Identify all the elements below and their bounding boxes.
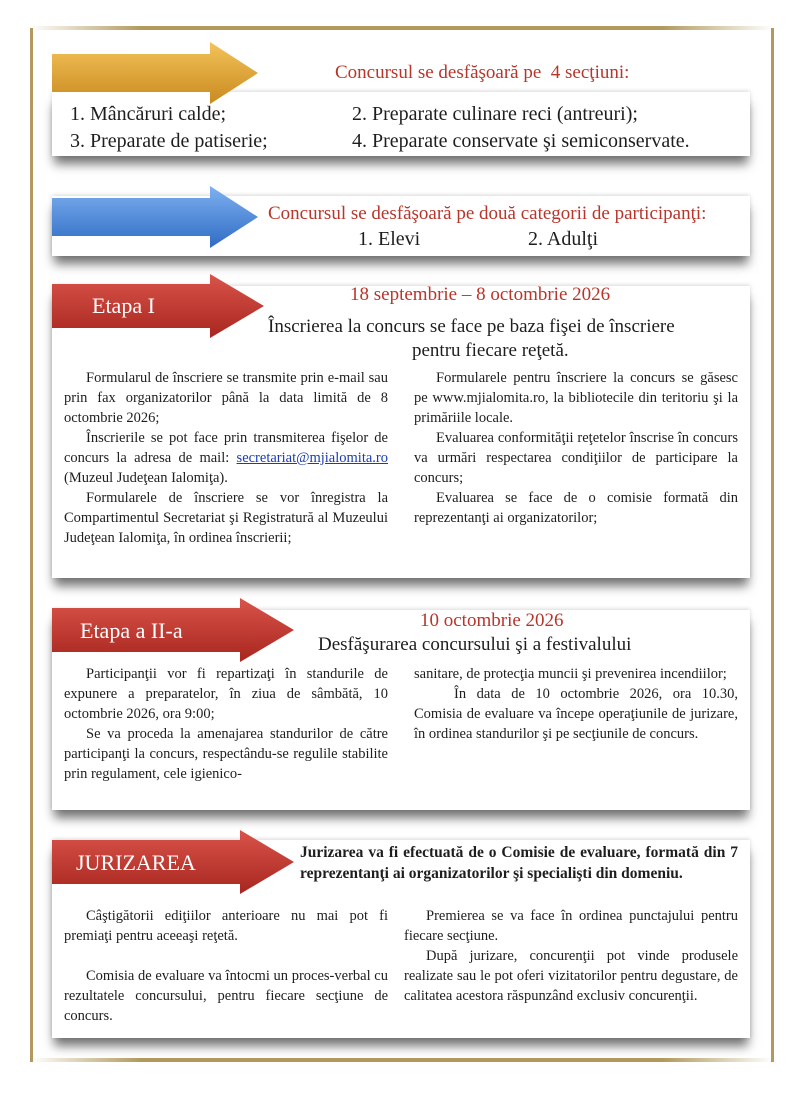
frame-bottom-rule: [30, 1058, 774, 1062]
etapa1-left-paragraph-3: Formularele de înscriere se vor înregistra la Compartimentul Secretariat şi Registratură al Muzeului Judeţean Ialomiţa, în ordinea înscrierii;: [64, 490, 388, 546]
sections-heading: Concursul se desfăşoară pe 4 secţiuni:: [335, 62, 630, 83]
categories-heading: Concursul se desfăşoară pe două categorii de participanţi:: [268, 203, 707, 224]
etapa2-left-paragraph-1: Participanţii vor fi repartizaţi în standurile de expunere a preparatelor, în ziua de sâmbătă, 10 octombrie 2026, ora 9:00;: [64, 666, 388, 722]
gold-arrow-icon: [52, 42, 258, 104]
etapa1-left-paragraph-2: [64, 428, 388, 488]
etapa2-left-paragraph-2: Se va proceda la amenajarea standurilor de către participanţi la concurs, respectându-se regulile stabilite prin regulament, cele igienico-: [64, 726, 388, 782]
jurizare-right-paragraph-1: Premierea se va face în ordinea punctajului pentru fiecare secţiune.: [404, 908, 738, 944]
etapa1-subtitle-line2: pentru fiecare reţetă.: [412, 340, 569, 361]
email-link[interactable]: secretariat@mjialomita.ro: [236, 450, 388, 466]
section-item-4: 4. Preparate conservate şi semiconservate.: [352, 130, 690, 152]
section-item-3: 3. Preparate de patiserie;: [70, 130, 268, 152]
jurizare-heading: Jurizarea va fi efectuată de o Comisie de evaluare, formată din 7 reprezentanţi ai organizatorilor şi specialişti din domeniu.: [300, 844, 738, 882]
etapa2-subtitle: Desfăşurarea concursului şi a festivalului: [318, 634, 632, 655]
etapa1-subtitle-line1: Înscrierea la concurs se face pe baza fişei de înscriere: [268, 316, 675, 337]
etapa1-date: 18 septembrie – 8 octombrie 2026: [350, 284, 611, 305]
etapa2-right-column: [414, 664, 738, 744]
category-item-2: 2. Adulţi: [528, 228, 599, 250]
etapa1-left-paragraph-2-tail: (Muzeul Judeţean Ialomiţa).: [64, 470, 228, 486]
etapa1-right-column: [414, 368, 738, 528]
frame-top-rule: [30, 26, 774, 30]
etapa1-left-paragraph-2-text: Înscrierile se pot face prin transmiterea fişelor de concurs la adresa de mail:: [64, 430, 388, 466]
jurizare-label: JURIZAREA: [76, 850, 196, 875]
jurizare-left-paragraph-1: Câştigătorii ediţiilor anterioare nu mai pot fi premiaţi pentru aceeaşi reţetă.: [64, 908, 388, 944]
etapa1-left-column: [64, 368, 388, 548]
etapa1-label: Etapa I: [92, 293, 155, 318]
etapa2-right-paragraph-1: sanitare, de protecţia muncii şi prevenirea incendiilor;: [414, 666, 727, 682]
blue-arrow-icon: [52, 186, 258, 248]
etapa1-right-paragraph-2: Evaluarea conformităţii reţetelor înscrise în concurs va urmări respectarea condiţiilor de participare la concurs;: [414, 430, 738, 486]
etapa2-right-paragraph-2: În data de 10 octombrie 2026, ora 10.30, Comisia de evaluare va începe operaţiunile de jurizare, în ordinea standurilor şi pe secţiunile de concurs.: [414, 686, 738, 742]
etapa1-right-paragraph-3: Evaluarea se face de o comisie formată din reprezentanţi ai organizatorilor;: [414, 490, 738, 526]
jurizare-left-column: [64, 906, 388, 1026]
etapa2-date: 10 octombrie 2026: [420, 610, 564, 631]
category-item-1: 1. Elevi: [358, 228, 421, 250]
jurizare-right-paragraph-2: După jurizare, concurenţii pot vinde produsele realizate sau le pot oferi vizitatorilor pentru degustare, de calitatea acestora răspunzând exclusiv concurenţii.: [404, 948, 738, 1004]
etapa2-label: Etapa a II-a: [80, 618, 183, 643]
jurizare-left-paragraph-2: Comisia de evaluare va întocmi un proces-verbal cu rezultatele concursului, pentru fiecare secţiune de concurs.: [64, 968, 388, 1024]
section-item-1: 1. Mâncăruri calde;: [70, 103, 227, 125]
jurizare-right-column: [404, 906, 738, 1006]
etapa2-left-column: [64, 664, 388, 784]
section-item-2: 2. Preparate culinare reci (antreuri);: [352, 103, 638, 125]
etapa1-left-paragraph-1: Formularul de înscriere se transmite prin e-mail sau prin fax organizatorilor până la data limită de 8 octombrie 2026;: [64, 370, 388, 426]
etapa1-right-paragraph-1: Formularele pentru înscriere la concurs se găsesc pe www.mjialomita.ro, la bibliotecile din teritoriu şi la primăriile locale.: [414, 370, 738, 426]
red-arrow-icon: [52, 274, 264, 338]
